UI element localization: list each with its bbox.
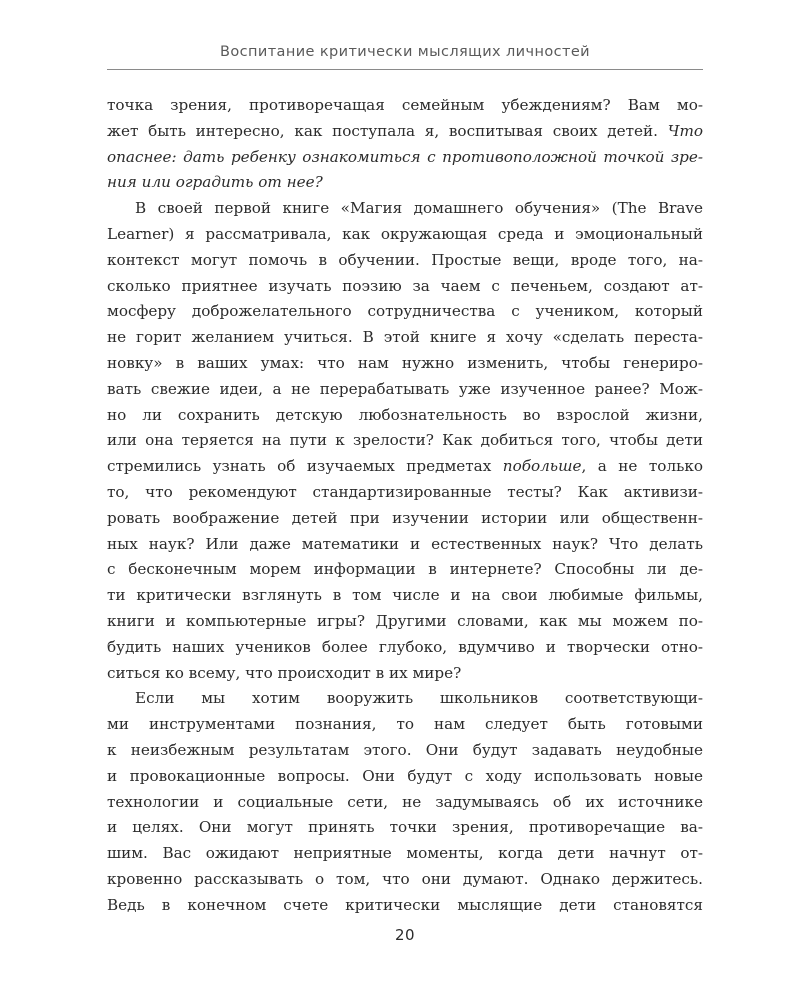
- text-line: мосферу доброжелательного сотрудничества с учеником, который: [107, 302, 703, 321]
- text-line: ситься ко всему, что происходит в их мире?: [107, 663, 462, 682]
- text-line: книги и компьютерные игры? Другими словами, как мы можем по-: [107, 611, 703, 630]
- text-line: стремились узнать об изучаемых предметах побольше, а не только: [107, 457, 704, 476]
- text-line: ровать воображение детей при изучении истории или общественн-: [107, 508, 703, 527]
- text-line: шим. Вас ожидают неприятные моменты, когда дети начнут от-: [107, 844, 703, 863]
- text-line: контекст могут помочь в обучении. Простые вещи, вроде того, на-: [107, 250, 703, 269]
- text-line: не горит желанием учиться. В этой книге я хочу «сделать переста-: [107, 328, 703, 347]
- text-line: то, что рекомендуют стандартизированные тесты? Как активизи-: [107, 482, 703, 501]
- paragraph-start-line: Если мы хотим вооружить школьников соответствующи-: [135, 689, 703, 708]
- body-text: [107, 93, 703, 919]
- text-line: или она теряется на пути к зрелости? Как добиться того, чтобы дети: [107, 431, 703, 450]
- text-line: технологии и социальные сети, не задумываясь об их источнике: [107, 792, 703, 811]
- text-line: опаснее: дать ребенку ознакомиться с противоположной точкой зре-: [107, 147, 703, 166]
- header-rule: [107, 69, 703, 70]
- text-line: и целях. Они могут принять точки зрения, противоречащие ва-: [107, 818, 703, 837]
- page-number: 20: [394, 926, 416, 944]
- text-line: вать свежие идеи, а не перерабатывать уже изученное ранее? Мож-: [107, 379, 703, 398]
- text-line: к неизбежным результатам этого. Они будут задавать неудобные: [107, 740, 703, 759]
- text-line: точка зрения, противоречащая семейным убеждениям? Вам мо-: [107, 96, 703, 114]
- text-line: Ведь в конечном счете критически мыслящие дети становятся: [107, 895, 703, 914]
- emphasis-word: побольше: [502, 457, 582, 476]
- text-line: ных наук? Или даже математики и естественных наук? Что делать: [107, 534, 703, 553]
- text-line: жет быть интересно, как поступала я, воспитывая своих детей. Что: [107, 121, 703, 140]
- text-line: с бесконечным морем информации в интернете? Способны ли де-: [107, 560, 703, 579]
- text-line: новку» в ваших умах: что нам нужно изменить, чтобы генериро-: [107, 353, 703, 372]
- text-line: будить наших учеников более глубоко, вдумчиво и творчески отно-: [107, 637, 703, 656]
- text-line: сколько приятнее изучать поэзию за чаем с печеньем, создают ат-: [107, 276, 703, 295]
- text-line: кровенно рассказывать о том, что они думают. Однако держитесь.: [107, 869, 703, 888]
- text-line: и провокационные вопросы. Они будут с ходу использовать новые: [107, 766, 703, 785]
- text-line: но ли сохранить детскую любознательность во взрослой жизни,: [107, 405, 703, 424]
- text-line: ми инструментами познания, то нам следует быть готовыми: [107, 715, 703, 734]
- text-line: ти критически взглянуть в том числе и на свои любимые фильмы,: [107, 586, 703, 605]
- text-line: ния или оградить от нее?: [107, 173, 323, 192]
- paragraph-start-line: В своей первой книге «Магия домашнего обучения» (The Brave: [135, 199, 703, 218]
- running-head: Воспитание критически мыслящих личностей: [220, 44, 590, 60]
- text-line: Learner) я рассматривала, как окружающая среда и эмоциональный: [107, 224, 703, 243]
